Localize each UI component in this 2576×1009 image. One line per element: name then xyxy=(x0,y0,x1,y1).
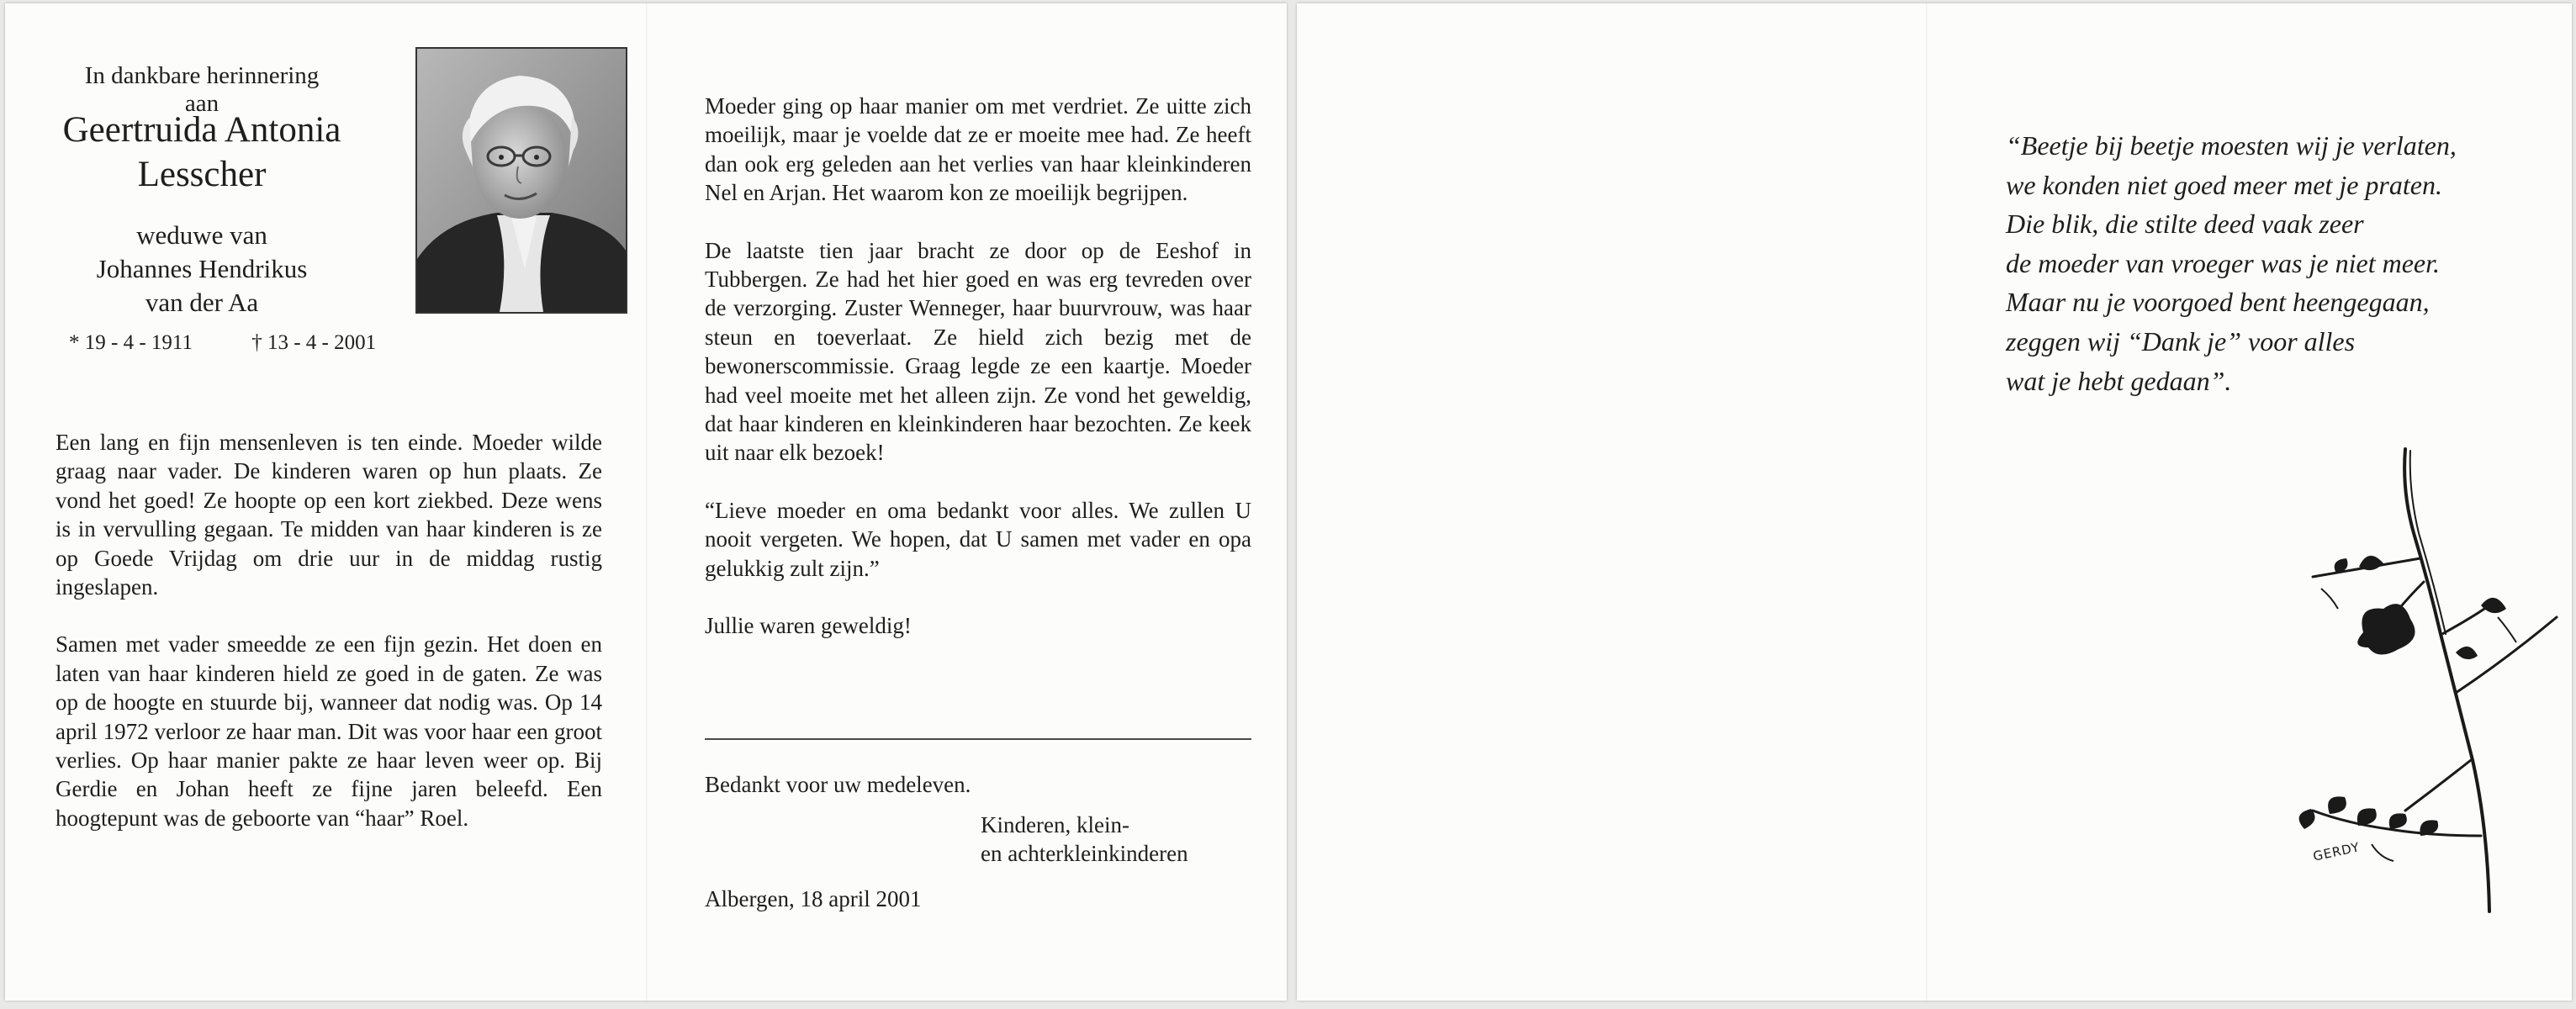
poem-line: de moeder van vroeger was je niet meer. xyxy=(2006,247,2440,278)
signature-line: Kinderen, klein- xyxy=(981,812,1129,837)
intro-text: In dankbare herinnering aan xyxy=(84,62,320,117)
paragraph: Moeder ging op haar manier om met verdriet. Ze uitte zich moeilijk, maar je voelde dat ze er moeite mee had. Ze heeft dan ook erg geleden aan het verlies van haar kleinkinderen Nel en Arjan. Het waarom kon ze moeilijk begrijpen. xyxy=(705,93,1251,206)
place-date: Albergen, 18 april 2001 xyxy=(705,886,922,911)
deceased-first-names: Geertruida Antonia xyxy=(62,110,341,150)
quote-paragraph: “Lieve moeder en oma bedankt voor alles. We zullen U nooit vergeten. We hopen, dat U samen met vader en opa gelukkig zult zijn.” xyxy=(705,497,1251,581)
widow-of-label: weduwe van xyxy=(136,220,267,250)
family-signature xyxy=(981,811,1188,869)
flower-illustration xyxy=(2203,441,2565,928)
portrait-illustration xyxy=(417,49,626,312)
life-dates xyxy=(69,331,405,355)
spouse-first-names: Johannes Hendrikus xyxy=(96,254,308,283)
birth-date: * 19 - 4 - 1911 xyxy=(69,331,193,354)
poem-line: Maar nu je voorgoed bent heengegaan, xyxy=(2006,287,2430,318)
thanks-text: Bedankt voor uw medeleven. xyxy=(705,772,971,797)
poem-line: “Beetje bij beetje moesten wij je verlaten, xyxy=(2006,130,2457,161)
spouse-surname: van der Aa xyxy=(145,288,259,317)
poem-line: Die blik, die stilte deed vaak zeer xyxy=(2006,209,2364,240)
text-column-1 xyxy=(56,428,602,861)
deceased-name xyxy=(30,108,373,197)
artist-signature: GERDY xyxy=(2311,839,2362,864)
poem xyxy=(2006,126,2544,400)
widow-block xyxy=(67,219,336,320)
card-right-sheet xyxy=(1297,3,2572,1001)
paragraph: Samen met vader smeedde ze een fijn gezin. Het doen en laten van haar kinderen hield ze goed in de gaten. Ze was op de hoogte en stuurde bij, wanneer dat nodig was. Op 14 april 1972 verloor ze haar man. Dit was voor haar een groot verlies. Op haar manier pakte ze haar leven weer op. Bij Gerdie en Johan heeft ze fijne jaren beleefd. Een hoogtepunt was de geboorte van “haar” Roel. xyxy=(56,631,602,831)
poem-line: wat je hebt gedaan”. xyxy=(2006,365,2232,396)
fold-line xyxy=(646,3,648,1001)
card-left-sheet xyxy=(5,3,1287,1001)
deceased-surname: Lesscher xyxy=(137,155,267,194)
divider-line xyxy=(705,738,1251,740)
fold-line xyxy=(1926,3,1928,1001)
paragraph: Jullie waren geweldig! xyxy=(705,613,912,639)
paragraph: Een lang en fijn mensenleven is ten einde. Moeder wilde graag naar vader. De kinderen waren op hun plaats. Ze vond het goed! Ze hoopte op een kort ziekbed. Deze wens is in vervulling gegaan. Te midden van haar kinderen is ze op Goede Vrijdag om drie uur in de middag rustig ingeslapen. xyxy=(56,430,602,600)
text-column-2 xyxy=(705,92,1251,641)
death-date: † 13 - 4 - 2001 xyxy=(251,331,377,354)
poem-line: zeggen wij “Dank je” voor alles xyxy=(2006,325,2356,357)
paragraph: De laatste tien jaar bracht ze door op de Eeshof in Tubbergen. Ze had het hier goed en was erg tevreden over de verzorging. Zuster Wenneger, haar buurvrouw, was haar steun en toeverlaat. Ze hield zich bezig met de bewonerscommissie. Graag legde ze een kaartje. Moeder had veel moeite met het alleen zijn. Ze vond het geweldig, dat haar kinderen en kleinkinderen haar bezochten. Ze keek uit naar elk bezoek! xyxy=(705,237,1251,466)
signature-line: en achterkleinkinderen xyxy=(981,841,1188,867)
poem-line: we konden niet goed meer met je praten. xyxy=(2006,169,2442,200)
portrait-photo xyxy=(415,47,627,314)
